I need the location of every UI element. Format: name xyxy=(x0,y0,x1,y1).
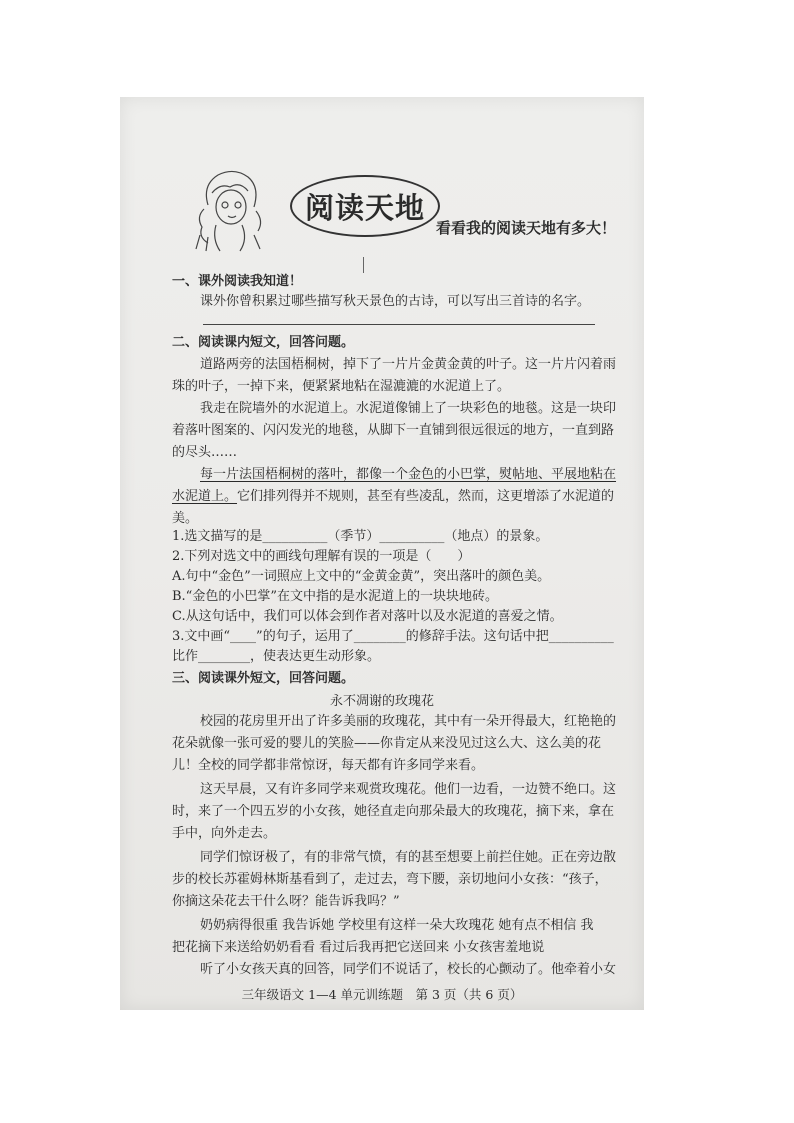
story-line-unpunctuated: 把花摘下来送给奶奶看看 看过后我再把它送回来 小女孩害羞地说 xyxy=(172,940,545,955)
story-line: 听了小女孩天真的回答，同学们不说话了，校长的心颤动了。他牵着小女 xyxy=(200,962,617,977)
story-line: 手中，向外走去。 xyxy=(172,826,277,841)
passage-line: 道路两旁的法国梧桐树，掉下了一片片金黄金黄的叶子。这一片片闪着雨 xyxy=(200,357,617,372)
page-title: 阅读天地 xyxy=(290,175,440,237)
story-line: 这天早晨，又有许多同学来观赏玫瑰花。他们一边看，一边赞不绝口。这 xyxy=(200,782,617,797)
story-line: 同学们惊讶极了，有的非常气愤，有的甚至想要上前拦住她。正在旁边散 xyxy=(200,850,617,865)
story-title: 永不凋谢的玫瑰花 xyxy=(329,694,434,709)
option-b: B.“金色的小巴掌”在文中指的是水泥道上的一块块地砖。 xyxy=(172,589,498,604)
question-2: 2.下列对选文中的画线句理解有误的一项是（ ） xyxy=(172,549,471,564)
worksheet-page xyxy=(120,97,644,1010)
story-line: 校园的花房里开出了许多美丽的玫瑰花，其中有一朵开得最大，红艳艳的 xyxy=(200,714,617,729)
page-subtitle: 看看我的阅读天地有多大！ xyxy=(436,219,617,237)
passage-line: 珠的叶子，一掉下来，便紧紧地粘在湿漉漉的水泥道上了。 xyxy=(172,379,511,394)
answer-line[interactable] xyxy=(203,324,595,325)
passage-line: 我走在院墙外的水泥道上。水泥道像铺上了一块彩色的地毯。这是一块印 xyxy=(200,401,617,416)
section2-heading: 二、阅读课内短文，回答问题。 xyxy=(172,335,355,350)
section3-heading: 三、阅读课外短文，回答问题。 xyxy=(172,671,355,686)
question-1: 1.选文描写的是__________（季节）__________（地点）的景象。 xyxy=(172,529,549,544)
cartoon-girl-illustration xyxy=(194,165,266,253)
story-line-unpunctuated: 奶奶病得很重 我告诉她 学校里有这样一朵大玫瑰花 她有点不相信 我 xyxy=(200,918,594,933)
option-a: A.句中“金色”一词照应上文中的“金黄金黄”，突出落叶的颜色美。 xyxy=(172,569,551,584)
story-line: 步的校长苏霍姆林斯基看到了，走过去，弯下腰，亲切地问小女孩：“孩子， xyxy=(172,872,608,887)
story-line: 时，来了一个四五岁的小女孩，她径直走向那朵最大的玫瑰花，摘下来，拿在 xyxy=(172,804,615,819)
story-line: 儿！全校的同学都非常惊讶，每天都有许多同学来看。 xyxy=(172,758,485,773)
passage-line: 它们排列得并不规则，甚至有些凌乱，然而，这更增添了水泥道的 xyxy=(237,489,615,504)
passage-line: 的尽头…… xyxy=(172,445,238,460)
section1-prompt: 课外你曾积累过哪些描写秋天景色的古诗，可以写出三首诗的名字。 xyxy=(200,294,591,309)
underlined-sentence: 每一片法国梧桐树的落叶，都像一个金色的小巴掌，熨帖地、平展地粘在 xyxy=(200,467,617,482)
story-line: 花朵就像一张可爱的婴儿的笑脸——你肯定从来没见过这么大、这么美的花 xyxy=(172,736,602,751)
question-3: 3.文中画“____”的句子，运用了________的修辞手法。这句话中把__________ xyxy=(172,629,614,644)
underlined-sentence-end: 水泥道上。 xyxy=(172,489,238,504)
passage-line: 美。 xyxy=(172,511,199,526)
pencil-mark xyxy=(363,257,364,273)
option-c: C.从这句话中，我们可以体会到作者对落叶以及水泥道的喜爱之情。 xyxy=(172,609,563,624)
story-line: 你摘这朵花去干什么呀？能告诉我吗？” xyxy=(172,894,400,909)
passage-line: 着落叶图案的、闪闪发光的地毯，从脚下一直铺到很远很远的地方，一直到路 xyxy=(172,423,615,438)
question-3-cont: 比作________，使表达更生动形象。 xyxy=(172,649,381,664)
section1-heading: 一、课外阅读我知道！ xyxy=(172,274,303,289)
page-footer: 三年级语文 1—4 单元训练题 第 3 页（共 6 页） xyxy=(241,987,523,1002)
